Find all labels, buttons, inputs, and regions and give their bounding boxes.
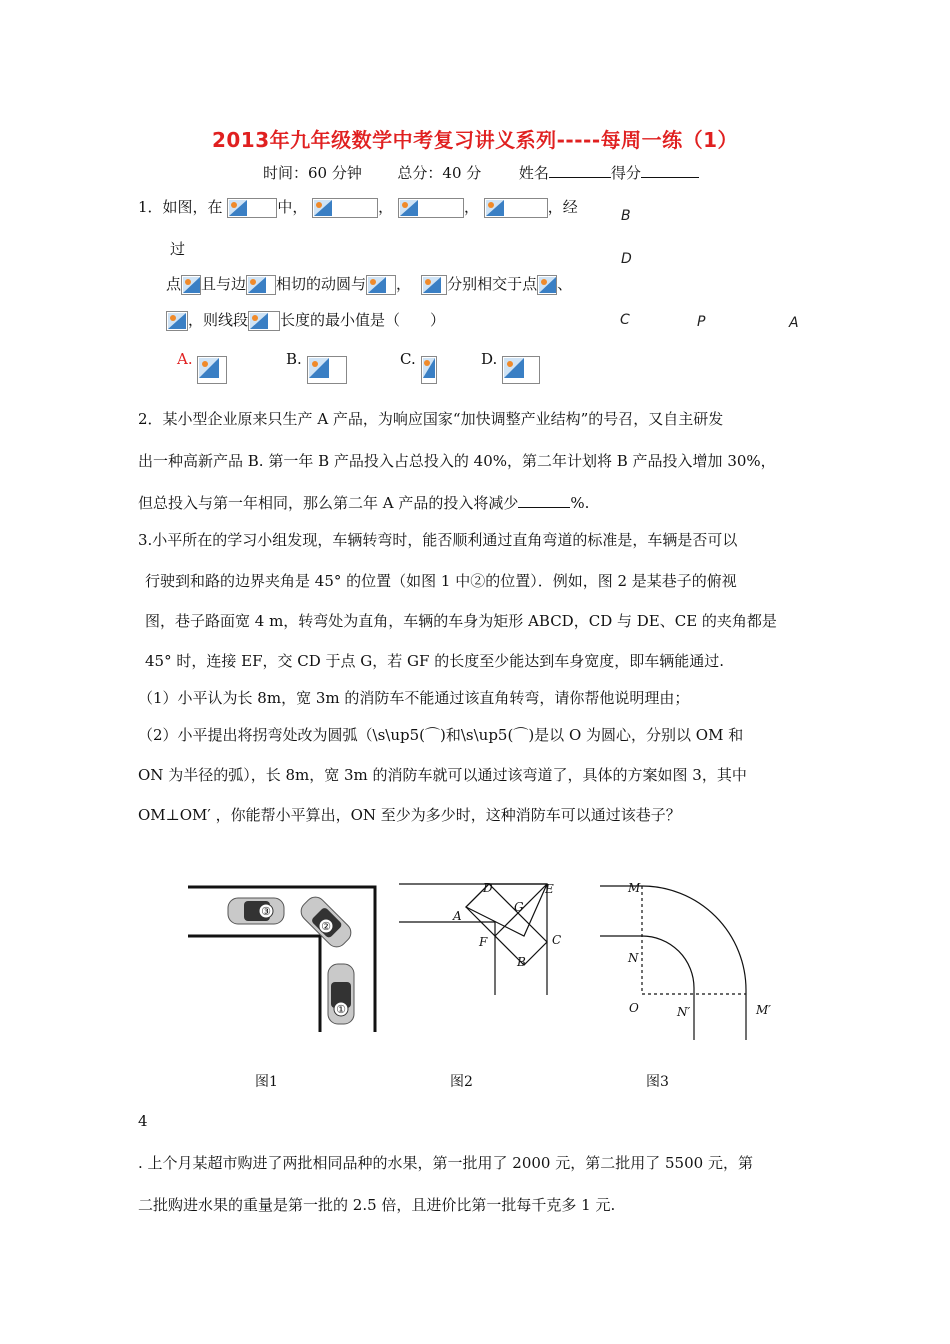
option-d-label: D. (481, 350, 498, 368)
q1-fig-label: D (621, 251, 632, 267)
time-label: 时间：60 分钟 (263, 164, 362, 182)
option-a[interactable] (177, 350, 227, 384)
label-n-prime: N′ (677, 1005, 691, 1019)
q1-text: ， (396, 275, 412, 293)
figure-2 (397, 880, 577, 1000)
q1-line-4 (166, 309, 445, 331)
figure-1 (188, 884, 378, 1034)
q1-text: 长度的最小值是（ ） (280, 311, 446, 329)
inner-arc-road (600, 936, 694, 1040)
formula-image-icon (227, 198, 277, 218)
q1-text: 如图，在 (162, 198, 223, 216)
car-3-label: ③ (261, 905, 271, 918)
option-c-label: C. (400, 350, 416, 368)
formula-image-icon (248, 311, 280, 331)
q1-number: 1． (138, 198, 163, 216)
q1-text: 分别相交于点 (447, 275, 538, 293)
label-c: C (552, 933, 562, 947)
q1-text: 、 (557, 275, 573, 293)
formula-image-icon (366, 275, 396, 295)
q4-line-1: . 上个月某超市购进了两批相同品种的水果，第一批用了 2000 元，第二批用了 5500 元，第 (138, 1154, 753, 1172)
q3-line-8: OM⊥OM′ ，你能帮小平算出，ON 至少为多少时，这种消防车可以通过该巷子？ (138, 806, 681, 824)
option-d[interactable] (481, 350, 540, 384)
figure-3 (598, 878, 778, 1043)
vehicle-rect (466, 884, 547, 936)
formula-image-icon (166, 311, 188, 331)
figure-1-caption: 图1 (255, 1074, 278, 1090)
option-b[interactable] (286, 350, 347, 384)
q2-line-2: 出一种高新产品 B. 第一年 B 产品投入占总投入的 40%，第二年计划将 B 产品投入增加 30%， (138, 452, 776, 470)
formula-image-icon (537, 275, 557, 295)
score-label: 得分 (610, 164, 641, 182)
formula-image-icon (181, 275, 201, 295)
q1-text: ，则线段 (188, 311, 249, 329)
option-b-label: B. (286, 350, 302, 368)
formula-image-icon (307, 356, 347, 384)
page-title: 2013年九年级数学中考复习讲义系列-----每周一练（1） (211, 128, 739, 152)
formula-image-icon (312, 198, 378, 218)
q1-line-3 (166, 273, 572, 295)
q3-line-1: 3.小平所在的学习小组发现，车辆转弯时，能否顺利通过直角弯道的标准是，车辆是否可以 (138, 531, 738, 549)
q3-line-4: 45° 时，连接 EF，交 CD 于点 G，若 GF 的长度至少能达到车身宽度，即车辆能通过. (145, 652, 724, 670)
exam-header (263, 162, 699, 184)
label-m-prime: M′ (756, 1003, 772, 1017)
q1-text: 中， (277, 198, 308, 216)
name-blank[interactable] (549, 163, 611, 178)
q3-line-7: ON 为半径的弧），长 8m，宽 3m 的消防车就可以通过该弯道了，具体的方案如图 3，其中 (138, 766, 747, 784)
formula-image-icon (502, 356, 540, 384)
outer-arc-road (600, 886, 746, 1040)
label-e: E (545, 882, 554, 896)
option-c[interactable] (400, 350, 437, 384)
figure-2-caption: 图2 (450, 1074, 473, 1090)
q2-answer-blank[interactable] (518, 493, 570, 508)
option-a-label: A. (177, 350, 193, 368)
q1-text: 且与边 (201, 275, 247, 293)
q2-text: 但总投入与第一年相同，那么第二年 A 产品的投入将减少 (138, 494, 519, 512)
q2-text: %. (570, 494, 590, 512)
label-g: G (514, 900, 524, 914)
q3-line-5: （1）小平认为长 8m，宽 3m 的消防车不能通过该直角转弯，请你帮他说明理由； (138, 689, 690, 707)
q1-text: ， (463, 198, 479, 216)
formula-image-icon (197, 356, 227, 384)
q1-text: ， (378, 198, 394, 216)
q1-text: 相切的动圆与 (276, 275, 367, 293)
q1-text: ，经 (547, 198, 578, 216)
q3-line-6: （2）小平提出将拐弯处改为圆弧（\s\up5(⌒)和\s\up5(⌒)是以 O 为圆心，分别以 OM 和 (138, 726, 744, 744)
car-2-label: ② (321, 920, 331, 933)
q2-line-1: 2．某小型企业原来只生产 A 产品，为响应国家“加快调整产业结构”的号召，又自主研发 (138, 410, 724, 428)
q3-line-3: 图，巷子路面宽 4 m，转弯处为直角，车辆的车身为矩形 ABCD，CD 与 DE、CE 的夹角都是 (145, 612, 777, 630)
score-blank[interactable] (641, 163, 699, 178)
label-f: F (479, 935, 488, 949)
q1-fig-label: P (697, 314, 706, 330)
formula-image-icon (484, 198, 548, 218)
q2-line-3 (138, 492, 589, 514)
q1-fig-label: A (789, 315, 799, 331)
label-n: N (628, 951, 639, 965)
name-label: 姓名 (518, 164, 549, 182)
car-3 (228, 898, 284, 924)
label-m: M (628, 881, 641, 895)
car-1 (328, 964, 354, 1024)
q1-line-1 (138, 196, 578, 218)
q1-text: 过 (170, 240, 186, 258)
q1-text: 点 (166, 275, 182, 293)
label-o: O (629, 1001, 639, 1015)
formula-image-icon (421, 356, 437, 384)
label-d: D (483, 881, 493, 895)
q4-number: 4 (138, 1112, 148, 1130)
figure-3-caption: 图3 (646, 1074, 669, 1090)
formula-image-icon (398, 198, 464, 218)
label-b: B (517, 955, 526, 969)
q4-line-2: 二批购进水果的重量是第一批的 2.5 倍，且进价比第一批每千克多 1 元. (138, 1196, 616, 1214)
total-score-label: 总分：40 分 (397, 164, 482, 182)
formula-image-icon (246, 275, 276, 295)
q3-line-2: 行驶到和路的边界夹角是 45° 的位置（如图 1 中②的位置）．例如，图 2 是某巷子的俯视 (145, 572, 737, 590)
label-a: A (453, 909, 462, 923)
car-1-label: ① (336, 1003, 346, 1016)
q1-fig-label: C (620, 312, 630, 328)
q1-fig-label: B (621, 208, 631, 224)
formula-image-icon (421, 275, 447, 295)
